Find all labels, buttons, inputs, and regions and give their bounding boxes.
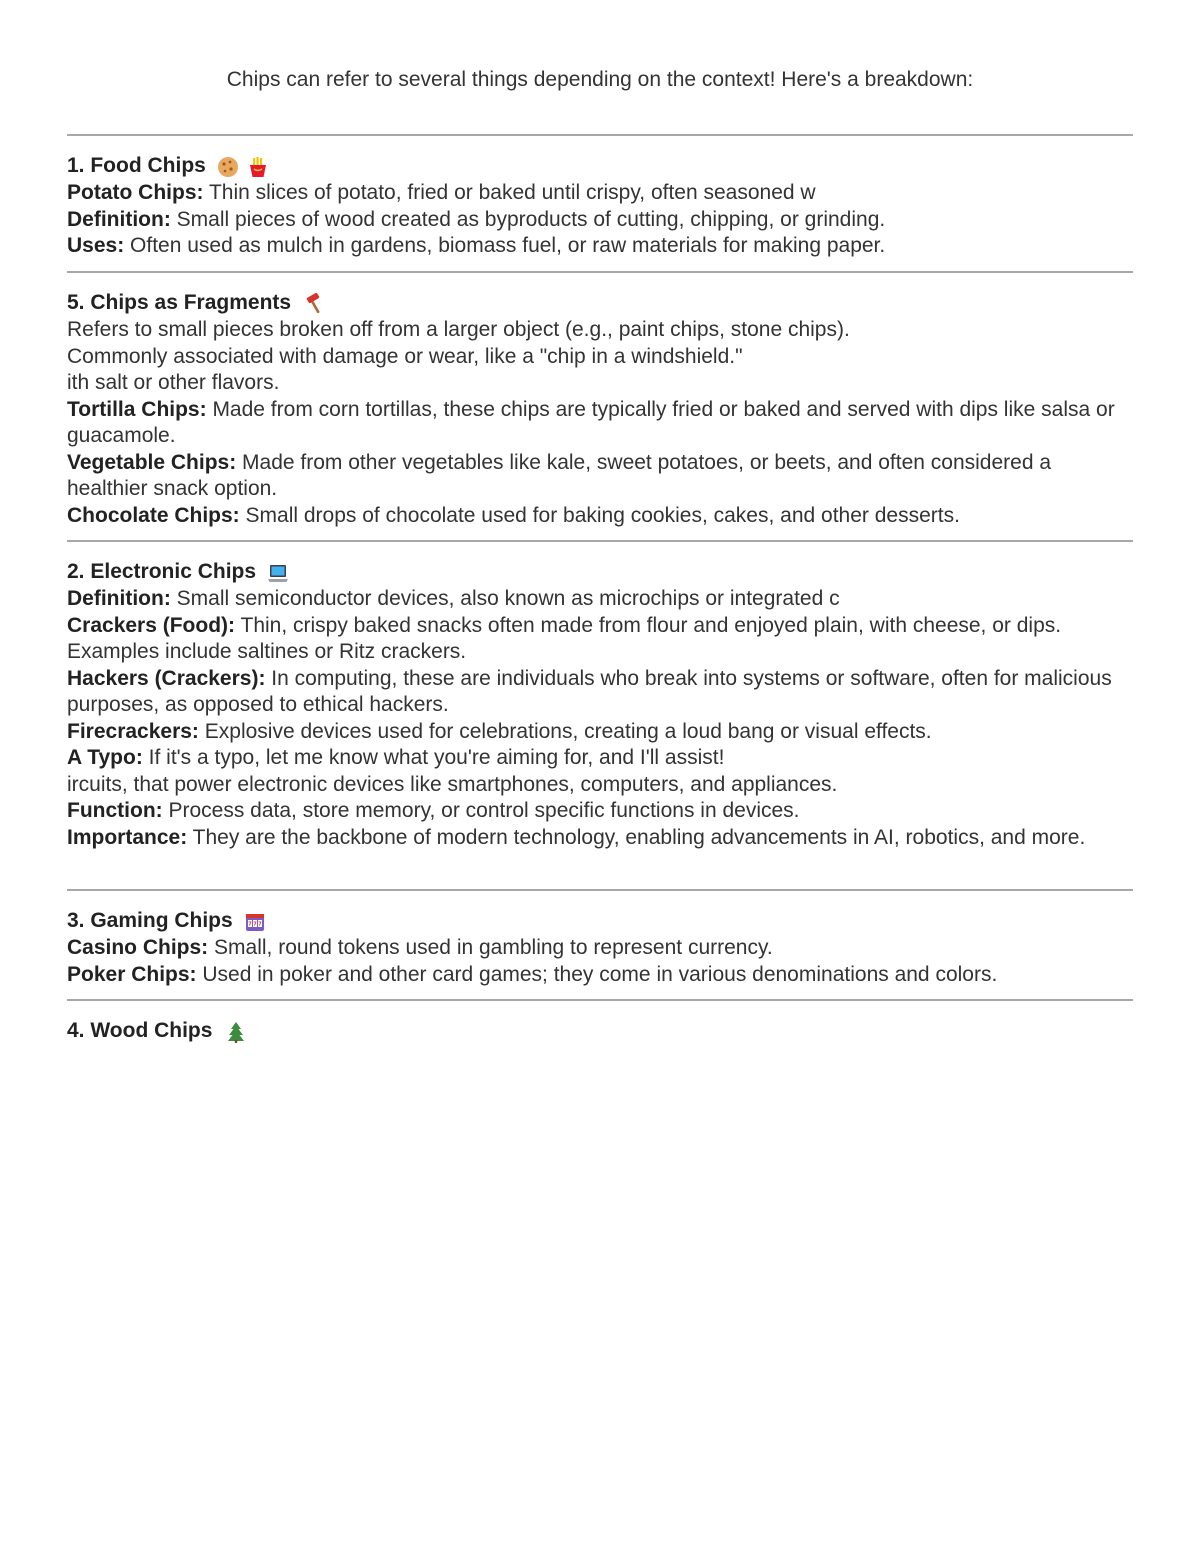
section-title: 1. Food Chips — [67, 154, 206, 178]
section-heading — [67, 153, 1137, 180]
divider — [67, 999, 1133, 1001]
text-line: Chocolate Chips: Small drops of chocolate used for baking cookies, cakes, and other desserts. — [67, 503, 960, 527]
text-line: Tortilla Chips: Made from corn tortillas, these chips are typically fried or baked and served with dips like salsa or guacamole. — [67, 397, 1115, 447]
section-electronic-chips — [67, 559, 1137, 851]
slot-machine-icon — [243, 910, 267, 934]
laptop-icon — [266, 561, 290, 585]
text-line: Hackers (Crackers): In computing, these are individuals who break into systems or software, often for malicious purposes, as opposed to ethical hackers. — [67, 666, 1112, 716]
text-line: Casino Chips: Small, round tokens used in gambling to represent currency. — [67, 936, 773, 959]
svg-text:7: 7 — [247, 921, 252, 927]
divider — [67, 271, 1133, 273]
text-line: Potato Chips: Thin slices of potato, fried or baked until crispy, often seasoned w — [67, 181, 816, 204]
svg-text:7: 7 — [257, 921, 262, 927]
text-line: Refers to small pieces broken off from a larger object (e.g., paint chips, stone chips). — [67, 318, 850, 341]
section-chips-as-fragments — [67, 290, 1137, 529]
section-heading — [67, 559, 1137, 586]
section-gaming-chips — [67, 908, 1137, 988]
section-heading — [67, 1018, 1137, 1045]
text-line: Definition: Small semiconductor devices, also known as microchips or integrated c — [67, 587, 840, 610]
section-heading — [67, 290, 1137, 317]
text-line: Vegetable Chips: Made from other vegetables like kale, sweet potatoes, or beets, and often considered a healthier snack option. — [67, 450, 1052, 500]
text-line: Commonly associated with damage or wear, like a "chip in a windshield." — [67, 344, 743, 368]
fries-icon — [246, 155, 270, 179]
section-wood-chips — [67, 1018, 1137, 1045]
text-line: Crackers (Food): Thin, crispy baked snacks often made from flour and enjoyed plain, with cheese, or dips. Examples include saltines or Ritz crackers. — [67, 613, 1062, 663]
intro-text: Chips can refer to several things depending on the context! Here's a breakdown: — [226, 68, 974, 91]
section-title: 5. Chips as Fragments — [67, 291, 292, 315]
text-line: ith salt or other flavors. — [67, 371, 280, 394]
divider — [67, 889, 1133, 891]
text-line: Firecrackers: Explosive devices used for celebrations, creating a loud bang or visual effects. — [67, 719, 932, 743]
text-line: Function: Process data, store memory, or control specific functions in devices. — [67, 799, 800, 822]
tree-icon — [224, 1020, 248, 1044]
section-heading — [67, 908, 1137, 935]
text-line: Uses: Often used as mulch in gardens, biomass fuel, or raw materials for making paper. — [67, 234, 886, 257]
svg-text:7: 7 — [252, 921, 257, 927]
cookie-icon — [216, 155, 240, 179]
section-title: 3. Gaming Chips — [67, 909, 233, 933]
text-line: Importance: They are the backbone of modern technology, enabling advancements in AI, robotics, and more. — [67, 825, 1086, 849]
divider — [67, 540, 1133, 542]
text-line: Poker Chips: Used in poker and other card games; they come in various denominations and colors. — [67, 962, 998, 986]
text-line: Definition: Small pieces of wood created as byproducts of cutting, chipping, or grinding. — [67, 207, 886, 231]
section-food-chips — [67, 153, 1137, 260]
section-title: 4. Wood Chips — [67, 1019, 213, 1043]
text-line: A Typo: If it's a typo, let me know what you're aiming for, and I'll assist! — [67, 746, 725, 769]
hammer-icon — [303, 292, 327, 316]
text-line: ircuits, that power electronic devices like smartphones, computers, and appliances. — [67, 772, 838, 796]
divider — [67, 134, 1133, 136]
section-title: 2. Electronic Chips — [67, 560, 257, 584]
